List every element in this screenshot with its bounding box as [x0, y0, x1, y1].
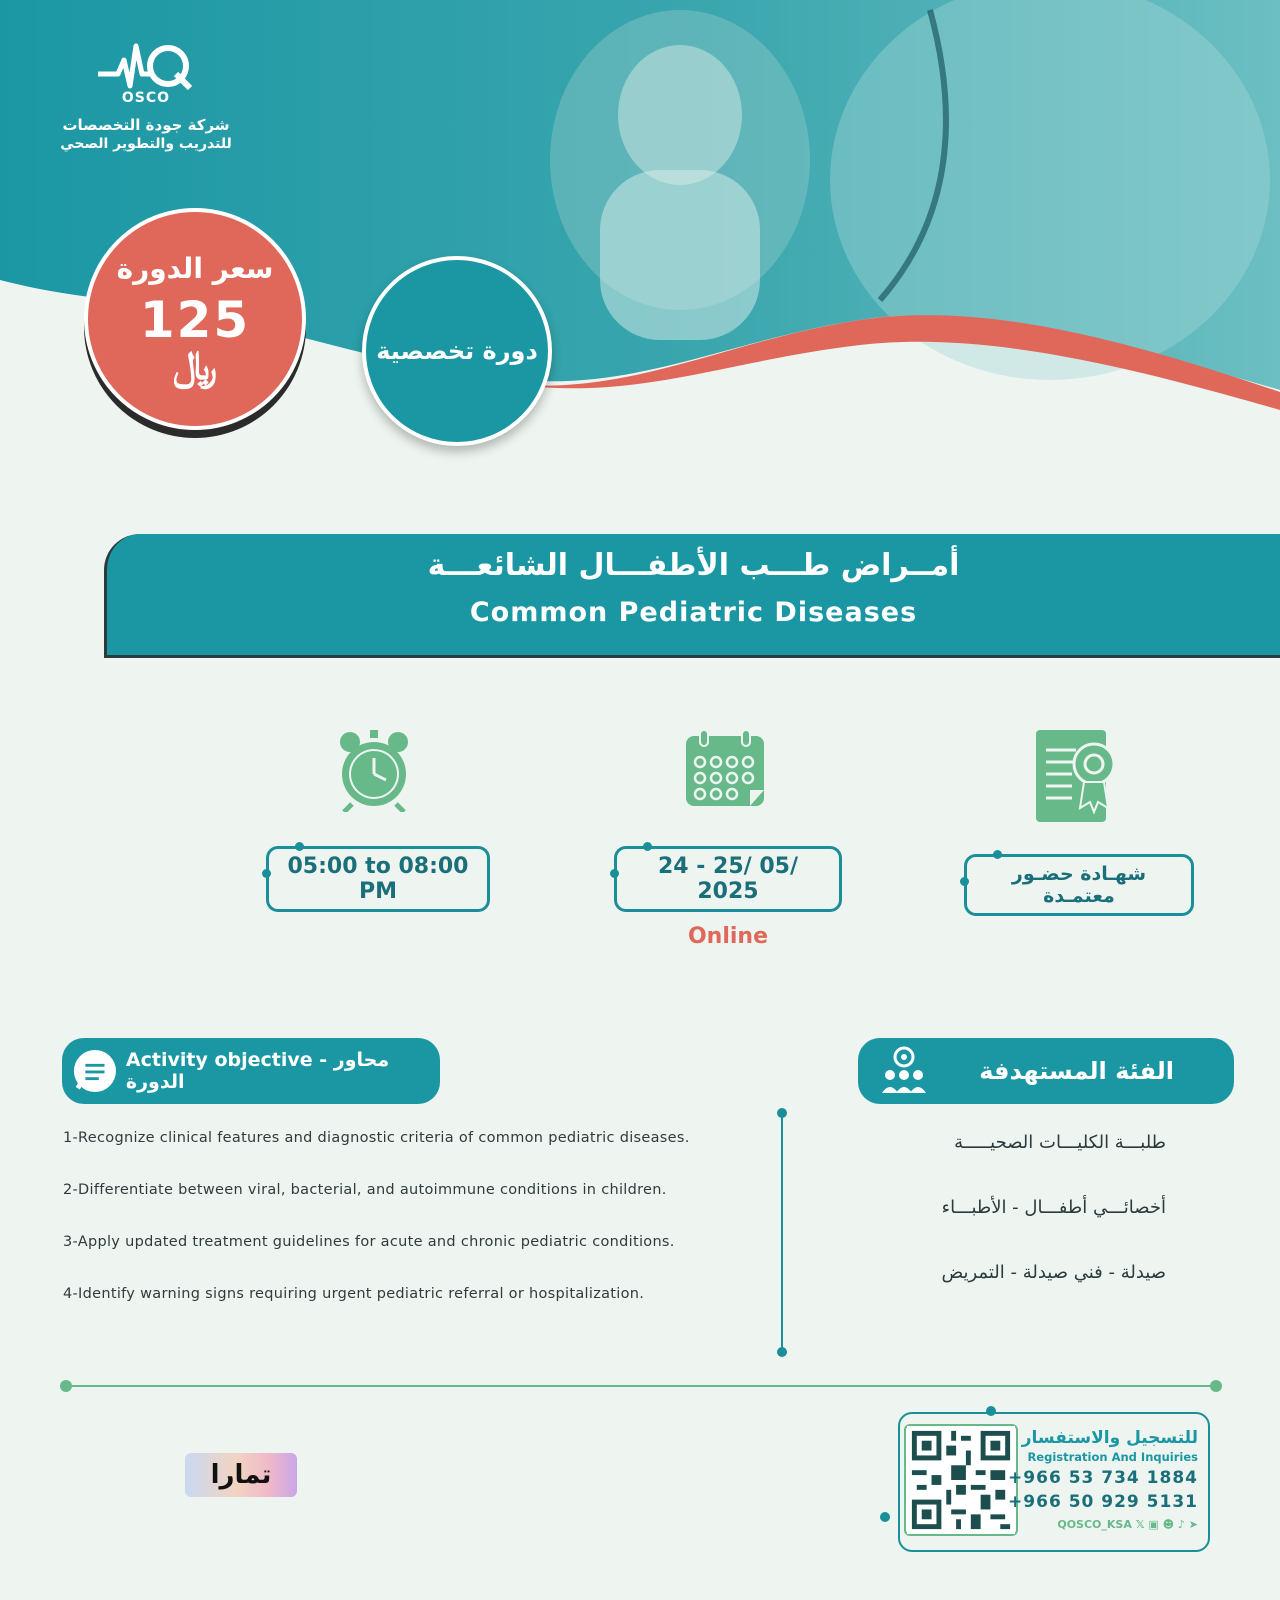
objectives-header: [62, 1038, 440, 1104]
objectives-title: Activity objective - محاور الدورة: [125, 1049, 390, 1093]
target-audience-title: الفئة المستهدفة: [979, 1057, 1174, 1085]
footer-divider: [66, 1385, 1216, 1387]
course-title-arabic: أمــراض طـــب الأطفـــال الشائعـــة: [427, 548, 960, 583]
course-title-english: Common Pediatric Diseases: [469, 597, 918, 628]
objectives-list: [63, 1130, 763, 1338]
certificate-label: شهـادة حضـور معتمـدة: [1011, 863, 1147, 907]
social-handle-text: QOSCO_KSA: [1057, 1518, 1132, 1531]
contact-text: [1008, 1428, 1198, 1531]
company-logo: [46, 38, 246, 152]
phone-number-1[interactable]: +966 53 734 1884: [1008, 1468, 1198, 1488]
divider-dot: [777, 1108, 787, 1118]
tamara-payment-logo: [185, 1453, 297, 1497]
delivery-mode: Online: [687, 924, 769, 949]
certificate-icon: [1036, 730, 1118, 822]
objective-item: 1-Recognize clinical features and diagnostic criteria of common pediatric diseases.: [63, 1130, 690, 1146]
time-info: [266, 846, 490, 912]
course-type-badge: [362, 256, 552, 446]
logo-line-1: شركة جودة التخصصات: [62, 116, 230, 134]
date-info: [614, 846, 842, 949]
objective-item: 4-Identify warning signs requiring urgent pediatric referral or hospitalization.: [63, 1286, 645, 1302]
time-pill: [266, 846, 490, 912]
contact-title: للتسجيل والاستفسار: [1021, 1428, 1198, 1448]
chat-icon: [72, 1047, 118, 1095]
target-item: أخصائـــي أطفـــال - الأطبـــاء: [941, 1197, 1166, 1218]
logo-brand: OSCO: [121, 90, 171, 106]
divider-dot: [777, 1347, 787, 1357]
registration-qr-code[interactable]: [904, 1424, 1018, 1536]
date-pill: [614, 846, 842, 912]
alarm-clock-icon: [336, 730, 412, 812]
price-value: 125: [139, 291, 251, 349]
calendar-icon: [686, 730, 766, 806]
contact-subtitle: Registration And Inquiries: [1027, 1450, 1198, 1464]
logo-line-2: للتدريب والتطوير الصحي: [60, 136, 232, 152]
osco-logo-icon: [96, 38, 196, 94]
price-label: سعر الدورة: [116, 252, 274, 285]
divider-dot: [1210, 1380, 1222, 1392]
objective-item: 2-Differentiate between viral, bacterial, and autoimmune conditions in children.: [63, 1182, 667, 1198]
target-item: صيدلة - فني صيدلة - التمريض: [941, 1262, 1166, 1283]
vertical-divider: [781, 1112, 783, 1352]
target-audience-header: [858, 1038, 1234, 1104]
price-badge: [84, 208, 306, 430]
social-handle[interactable]: [1008, 1518, 1198, 1531]
contact-dot: [880, 1512, 890, 1522]
date-value: 24 - 25/ 05/ 2025: [657, 854, 799, 904]
objective-item: 3-Apply updated treatment guidelines for acute and chronic pediatric conditions.: [63, 1234, 675, 1250]
social-icons: 𝕏 ▣ ☻ ♪ ➤: [1135, 1518, 1198, 1531]
phone-number-2[interactable]: +966 50 929 5131: [1008, 1492, 1198, 1512]
target-audience-list: [900, 1132, 1166, 1327]
certificate-info: [964, 854, 1194, 916]
qr-code-icon: [906, 1426, 1016, 1534]
certificate-pill: [964, 854, 1194, 916]
target-audience-icon: [878, 1045, 930, 1097]
course-title-bar: [104, 534, 1280, 658]
currency-symbol: ﷼: [172, 343, 218, 389]
course-type-label: دورة تخصصية: [376, 337, 538, 365]
contact-box: [898, 1412, 1210, 1552]
divider-dot: [60, 1380, 72, 1392]
time-value: 05:00 to 08:00 PM: [287, 854, 469, 904]
tamara-label: تمارا: [210, 1460, 272, 1490]
target-item: طلبـــة الكليـــات الصحيـــــة: [954, 1132, 1166, 1153]
